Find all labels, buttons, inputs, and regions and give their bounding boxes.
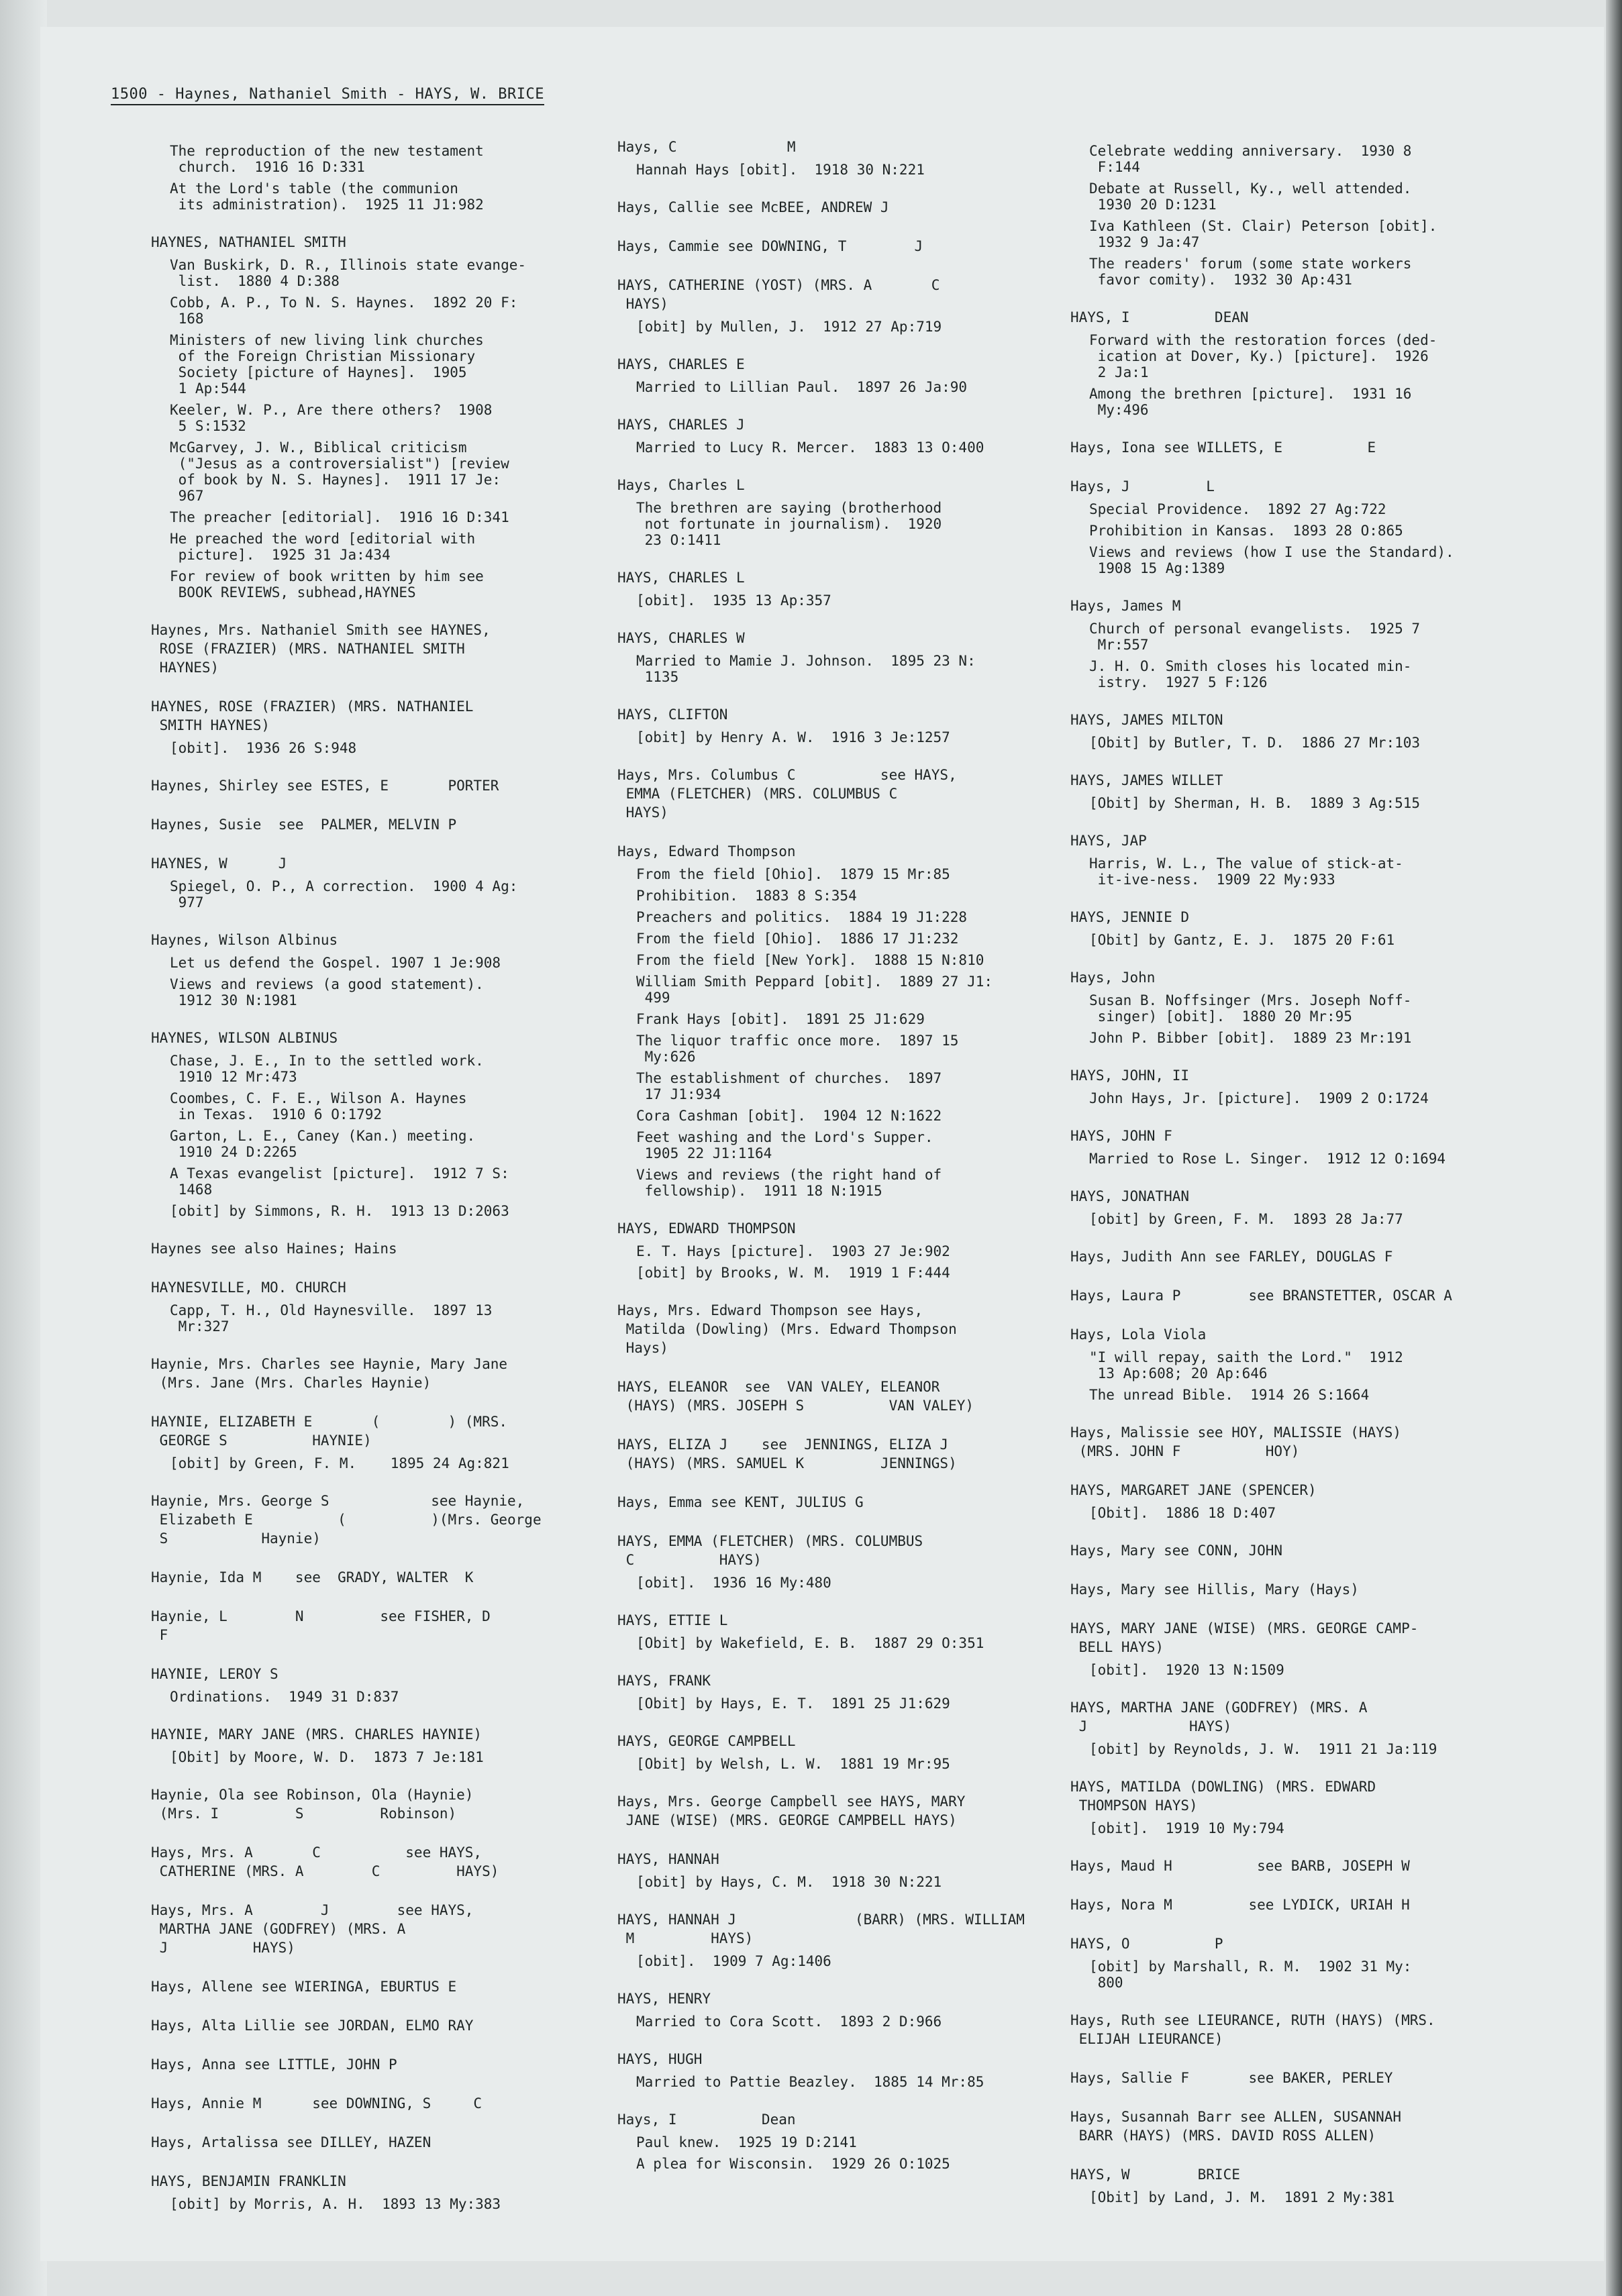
citation-line: [obit] by Mullen, J. 1912 27 Ap:719: [636, 319, 942, 335]
index-entry: [617, 138, 1074, 178]
entry-heading: Hays, Susannah Barr see ALLEN, SUSANNAH BARR (HAYS) (MRS. DAVID ROSS ALLEN): [1070, 2109, 1402, 2144]
entry-heading: Hays, Mrs. A J see HAYS, MARTHA JANE (GODFREY) (MRS. A J HAYS): [151, 1902, 474, 1956]
entry-heading: Hays, Mary see CONN, JOHN: [1070, 1543, 1283, 1559]
citation-line: [Obit] by Land, J. M. 1891 2 My:381: [1089, 2189, 1395, 2205]
entry-heading: HAYS, ETTIE L: [617, 1612, 728, 1628]
index-entry: [151, 1665, 587, 1705]
index-entry: [151, 697, 587, 756]
entry-heading: Hays, Lola Viola: [1070, 1326, 1207, 1343]
citation-line: [obit] by Green, F. M. 1895 24 Ag:821: [170, 1455, 509, 1471]
citation-line: The unread Bible. 1914 26 S:1664: [1089, 1387, 1370, 1403]
entry-heading: Hays, Malissie see HOY, MALISSIE (HAYS) (MRS. JOHN F HOY): [1070, 1424, 1402, 1459]
index-entry: [1070, 2011, 1560, 2048]
entry-heading: HAYS, HANNAH: [617, 1851, 719, 1867]
citation-line: Church of personal evangelists. 1925 7 Mr:557: [1089, 621, 1421, 653]
citation-line: [Obit] by Gantz, E. J. 1875 20 F:61: [1089, 932, 1395, 948]
entry-heading: HAYS, ELEANOR see VAN VALEY, ELEANOR (HAYS) (MRS. JOSEPH S VAN VALEY): [617, 1379, 974, 1414]
index-column-3: [1070, 138, 1560, 2226]
index-entry: [151, 1977, 587, 1996]
citation-line: Hannah Hays [obit]. 1918 30 N:221: [636, 162, 925, 178]
index-entry: [1070, 477, 1560, 576]
citation-line: [Obit] by Wakefield, E. B. 1887 29 O:351: [636, 1635, 984, 1651]
citation-line: Harris, W. L., The value of stick-at- it-ive-ness. 1909 22 My:933: [1089, 855, 1403, 888]
citation-line: [obit] by Reynolds, J. W. 1911 21 Ja:119: [1089, 1741, 1437, 1757]
entry-heading: HAYS, CHARLES L: [617, 570, 745, 586]
index-entry: [1070, 1580, 1560, 1599]
citation-line: The establishment of churches. 1897 17 J1:934: [636, 1070, 942, 1102]
entry-heading: Haynes, Shirley see ESTES, E PORTER: [151, 778, 499, 794]
entry-heading: Haynes see also Haines; Hains: [151, 1241, 397, 1257]
index-column-1: [151, 138, 587, 2232]
index-entry: [1070, 908, 1560, 948]
entry-heading: HAYNIE, ELIZABETH E ( ) (MRS. GEORGE S HAYNIE): [151, 1414, 508, 1449]
citation-line: A plea for Wisconsin. 1929 26 O:1025: [636, 2156, 950, 2172]
citation-line: [obit] by Henry A. W. 1916 3 Je:1257: [636, 729, 950, 745]
entry-heading: Hays, Sallie F see BAKER, PERLEY: [1070, 2070, 1393, 2086]
index-entry: [617, 705, 1074, 745]
entry-heading: Hays, Iona see WILLETS, E E: [1070, 439, 1376, 456]
index-column-2: [617, 138, 1074, 2192]
citation-line: [Obit] by Hays, E. T. 1891 25 J1:629: [636, 1695, 950, 1712]
entry-heading: Hays, Judith Ann see FARLEY, DOUGLAS F: [1070, 1249, 1393, 1265]
index-entry: [1070, 1127, 1560, 1167]
entry-heading: HAYS, JONATHAN: [1070, 1188, 1190, 1204]
citation-line: The liquor traffic once more. 1897 15 My:626: [636, 1033, 959, 1065]
index-entry: [617, 2050, 1074, 2090]
index-entry: [1070, 438, 1560, 457]
citation-line: [obit] by Simmons, R. H. 1913 13 D:2063: [170, 1203, 509, 1219]
index-entry: [151, 1901, 587, 1957]
citation-line: Chase, J. E., In to the settled work. 1910 12 Mr:473: [170, 1053, 484, 1085]
citation-line: From the field [Ohio]. 1879 15 Mr:85: [636, 866, 950, 882]
index-entry: [151, 233, 587, 601]
citation-line: Cora Cashman [obit]. 1904 12 N:1622: [636, 1108, 942, 1124]
citation-line: [obit]. 1909 7 Ag:1406: [636, 1953, 831, 1969]
citation-line: Married to Lillian Paul. 1897 26 Ja:90: [636, 379, 968, 395]
index-entry: [617, 476, 1074, 548]
index-entry: [151, 621, 587, 677]
index-entry: [1070, 143, 1560, 288]
entry-heading: HAYS, JOHN, II: [1070, 1067, 1190, 1084]
index-entry: [151, 1029, 587, 1219]
entry-heading: HAYS, JAP: [1070, 833, 1147, 849]
entry-heading: Haynes, Wilson Albinus: [151, 932, 338, 948]
citation-line: The brethren are saying (brotherhood not fortunate in journalism). 1920 23 O:1411: [636, 500, 942, 548]
index-entry: [617, 842, 1074, 1199]
entry-heading: Hays, J L: [1070, 478, 1215, 494]
citation-line: [obit]. 1936 16 My:480: [636, 1575, 831, 1591]
citation-line: Debate at Russell, Ky., well attended. 1930 20 D:1231: [1089, 180, 1412, 213]
citation-line: He preached the word [editorial with picture]. 1925 31 Ja:434: [170, 531, 476, 563]
index-entry: [151, 1568, 587, 1587]
citation-line: Prohibition. 1883 8 S:354: [636, 888, 857, 904]
entry-heading: Hays, Mary see Hillis, Mary (Hays): [1070, 1581, 1359, 1598]
citation-line: Paul knew. 1925 19 D:2141: [636, 2134, 857, 2150]
citation-line: From the field [New York]. 1888 15 N:810: [636, 952, 984, 968]
entry-heading: Hays, Maud H see BARB, JOSEPH W: [1070, 1858, 1410, 1874]
index-entry: [1070, 711, 1560, 751]
index-entry: [617, 276, 1074, 335]
entry-heading: HAYS, O P: [1070, 1936, 1223, 1952]
index-entry: [617, 1219, 1074, 1281]
citation-line: Among the brethren [picture]. 1931 16 My:496: [1089, 386, 1412, 418]
index-entry: [617, 1611, 1074, 1651]
index-entry: [1070, 1325, 1560, 1403]
citation-line: Ordinations. 1949 31 D:837: [170, 1689, 399, 1705]
index-entry: [1070, 2069, 1560, 2087]
entry-heading: Hays, Mrs. Columbus C see HAYS, EMMA (FLETCHER) (MRS. COLUMBUS C HAYS): [617, 767, 957, 821]
citation-line: Susan B. Noffsinger (Mrs. Joseph Noff- singer) [obit]. 1880 20 Mr:95: [1089, 992, 1412, 1025]
citation-line: Married to Rose L. Singer. 1912 12 O:1694: [1089, 1151, 1446, 1167]
index-entry: [1070, 1934, 1560, 1991]
index-entry: [617, 237, 1074, 256]
entry-heading: HAYS, GEORGE CAMPBELL: [617, 1733, 796, 1749]
entry-heading: HAYS, MARGARET JANE (SPENCER): [1070, 1482, 1317, 1498]
index-entry: [617, 1301, 1074, 1357]
index-entry: [617, 1377, 1074, 1415]
entry-heading: HAYNIE, LEROY S: [151, 1666, 278, 1682]
entry-heading: HAYS, JAMES WILLET: [1070, 772, 1223, 788]
citation-line: Spiegel, O. P., A correction. 1900 4 Ag: 977: [170, 878, 518, 910]
entry-heading: HAYS, HUGH: [617, 2051, 703, 2067]
citation-line: John P. Bibber [obit]. 1889 23 Mr:191: [1089, 1030, 1412, 1046]
citation-line: A Texas evangelist [picture]. 1912 7 S: 1468: [170, 1165, 509, 1198]
citation-line: [obit] by Marshall, R. M. 1902 31 My: 800: [1089, 1959, 1412, 1991]
index-entry: [151, 1412, 587, 1471]
entry-heading: Hays, I Dean: [617, 2111, 796, 2128]
index-entry: [617, 1671, 1074, 1712]
index-entry: [1070, 1619, 1560, 1678]
entry-heading: HAYS, JAMES MILTON: [1070, 712, 1223, 728]
index-entry: [151, 2016, 587, 2035]
index-entry: [1070, 771, 1560, 811]
citation-line: Prohibition in Kansas. 1893 28 O:865: [1089, 523, 1403, 539]
entry-heading: HAYS, CHARLES J: [617, 417, 745, 433]
entry-heading: Haynie, Mrs. George S see Haynie, Elizabeth E ( )(Mrs. George S Haynie): [151, 1493, 542, 1547]
entry-heading: Hays, Charles L: [617, 477, 745, 493]
entry-heading: HAYNES, WILSON ALBINUS: [151, 1030, 338, 1046]
index-entry: [151, 1843, 587, 1881]
index-entry: [1070, 1541, 1560, 1560]
index-entry: [617, 1850, 1074, 1890]
index-entry: [1070, 1423, 1560, 1461]
entry-heading: HAYNES, W J: [151, 855, 287, 872]
entry-heading: HAYS, BENJAMIN FRANKLIN: [151, 2173, 346, 2189]
index-entry: [617, 415, 1074, 456]
entry-heading: Hays, Emma see KENT, JULIUS G: [617, 1494, 864, 1510]
index-entry: [151, 143, 587, 213]
entry-heading: Hays, Artalissa see DILLEY, HAZEN: [151, 2134, 432, 2150]
index-entry: [1070, 831, 1560, 888]
citation-line: Garton, L. E., Caney (Kan.) meeting. 1910 24 D:2265: [170, 1128, 476, 1160]
citation-line: Let us defend the Gospel. 1907 1 Je:908: [170, 955, 501, 971]
index-entry: [151, 815, 587, 834]
entry-heading: Haynie, Ida M see GRADY, WALTER K: [151, 1569, 474, 1585]
index-entry: [1070, 968, 1560, 1046]
index-entry: [1070, 596, 1560, 690]
entry-heading: HAYS, MARTHA JANE (GODFREY) (MRS. A J HAYS): [1070, 1700, 1368, 1734]
entry-heading: HAYS, CLIFTON: [617, 707, 728, 723]
citation-line: Married to Pattie Beazley. 1885 14 Mr:85: [636, 2074, 984, 2090]
index-entry: [1070, 2165, 1560, 2205]
entry-heading: HAYS, JOHN F: [1070, 1128, 1172, 1144]
entry-heading: Hays, Nora M see LYDICK, URIAH H: [1070, 1897, 1410, 1913]
citation-line: Van Buskirk, D. R., Illinois state evange- list. 1880 4 D:388: [170, 257, 527, 289]
entry-heading: HAYS, MATILDA (DOWLING) (MRS. EDWARD THOMPSON HAYS): [1070, 1779, 1376, 1814]
index-entry: [151, 1785, 587, 1823]
citation-line: McGarvey, J. W., Biblical criticism ("Jesus as a controversialist") [review of book by N. S. Haynes]. 1911 17 Je: 967: [170, 439, 509, 504]
index-entry: [151, 2055, 587, 2074]
index-entry: [617, 1792, 1074, 1830]
entry-heading: HAYS, FRANK: [617, 1673, 711, 1689]
index-entry: [617, 1493, 1074, 1512]
entry-heading: Hays, Cammie see DOWNING, T J: [617, 238, 923, 254]
citation-line: Cobb, A. P., To N. S. Haynes. 1892 20 F: 168: [170, 295, 518, 327]
citation-line: [obit]. 1920 13 N:1509: [1089, 1662, 1284, 1678]
entry-heading: Hays, Laura P see BRANSTETTER, OSCAR A: [1070, 1288, 1452, 1304]
entry-heading: Hays, Mrs. Edward Thompson see Hays, Matilda (Dowling) (Mrs. Edward Thompson Hays): [617, 1302, 957, 1356]
entry-heading: Hays, Allene see WIERINGA, EBURTUS E: [151, 1979, 457, 1995]
entry-heading: HAYNES, ROSE (FRAZIER) (MRS. NATHANIEL SMITH HAYNES): [151, 698, 474, 733]
entry-heading: Hays, John: [1070, 970, 1156, 986]
citation-line: The preacher [editorial]. 1916 16 D:341: [170, 509, 509, 525]
citation-line: The reproduction of the new testament church. 1916 16 D:331: [170, 143, 484, 175]
entry-heading: HAYS, MARY JANE (WISE) (MRS. GEORGE CAMP- BELL HAYS): [1070, 1620, 1419, 1655]
page-header: 1500 - Haynes, Nathaniel Smith - HAYS, W. BRICE: [111, 86, 544, 105]
index-entry: [617, 1732, 1074, 1772]
citation-line: [obit] by Brooks, W. M. 1919 1 F:444: [636, 1265, 950, 1281]
citation-line: Views and reviews (how I use the Standard). 1908 15 Ag:1389: [1089, 544, 1454, 576]
citation-line: John Hays, Jr. [picture]. 1909 2 O:1724: [1089, 1090, 1429, 1106]
citation-line: Preachers and politics. 1884 19 J1:228: [636, 909, 968, 925]
index-entry: [151, 1492, 587, 1548]
citation-line: For review of book written by him see BOOK REVIEWS, subhead,HAYNES: [170, 568, 484, 601]
index-entry: [617, 198, 1074, 217]
citation-line: Views and reviews (the right hand of fellowship). 1911 18 N:1915: [636, 1167, 942, 1199]
citation-line: [obit]. 1936 26 S:948: [170, 740, 357, 756]
index-entry: [617, 766, 1074, 822]
index-entry: [151, 1725, 587, 1765]
index-entry: [151, 776, 587, 795]
citation-line: From the field [Ohio]. 1886 17 J1:232: [636, 931, 959, 947]
entry-heading: HAYNIE, MARY JANE (MRS. CHARLES HAYNIE): [151, 1726, 483, 1742]
entry-heading: Hays, Mrs. George Campbell see HAYS, MARY JANE (WISE) (MRS. GEORGE CAMPBELL HAYS): [617, 1793, 966, 1828]
citation-line: [obit] by Hays, C. M. 1918 30 N:221: [636, 1874, 942, 1890]
entry-heading: Hays, Ruth see LIEURANCE, RUTH (HAYS) (MRS. ELIJAH LIEURANCE): [1070, 2012, 1435, 2047]
index-entry: [151, 1278, 587, 1335]
entry-heading: HAYNES, NATHANIEL SMITH: [151, 234, 346, 250]
entry-heading: Haynie, Mrs. Charles see Haynie, Mary Jane (Mrs. Jane (Mrs. Charles Haynie): [151, 1356, 508, 1391]
citation-line: [obit]. 1919 10 My:794: [1089, 1820, 1284, 1836]
index-entry: [1070, 1247, 1560, 1266]
entry-heading: Hays, Edward Thompson: [617, 843, 796, 859]
entry-heading: HAYNESVILLE, MO. CHURCH: [151, 1280, 346, 1296]
citation-line: [Obit] by Sherman, H. B. 1889 3 Ag:515: [1089, 795, 1421, 811]
entry-heading: HAYS, CATHERINE (YOST) (MRS. A C HAYS): [617, 277, 940, 312]
entry-heading: Hays, Anna see LITTLE, JOHN P: [151, 2056, 397, 2073]
citation-line: The readers' forum (some state workers favor comity). 1932 30 Ap:431: [1089, 256, 1412, 288]
index-entry: [1070, 1481, 1560, 1521]
citation-line: Coombes, C. F. E., Wilson A. Haynes in Texas. 1910 6 O:1792: [170, 1090, 467, 1123]
citation-line: Frank Hays [obit]. 1891 25 J1:629: [636, 1011, 925, 1027]
page-edge-shadow-right: [1606, 0, 1622, 2296]
index-entry: [617, 1910, 1074, 1969]
citation-line: Celebrate wedding anniversary. 1930 8 F:144: [1089, 143, 1412, 175]
entry-heading: Hays, James M: [1070, 598, 1181, 614]
index-entry: [1070, 308, 1560, 418]
entry-heading: HAYS, EDWARD THOMPSON: [617, 1220, 796, 1237]
entry-heading: Hays, Annie M see DOWNING, S C: [151, 2095, 483, 2111]
citation-line: [obit] by Morris, A. H. 1893 13 My:383: [170, 2196, 501, 2212]
index-entry: [151, 1355, 587, 1392]
index-entry: [617, 1532, 1074, 1591]
index-entry: [151, 2094, 587, 2113]
index-entry: [1070, 1187, 1560, 1227]
index-entry: [617, 1435, 1074, 1473]
index-entry: [151, 2172, 587, 2212]
entry-heading: Hays, Callie see McBEE, ANDREW J: [617, 199, 889, 215]
citation-line: E. T. Hays [picture]. 1903 27 Je:902: [636, 1243, 950, 1259]
citation-line: [Obit] by Welsh, L. W. 1881 19 Mr:95: [636, 1756, 950, 1772]
citation-line: Feet washing and the Lord's Supper. 1905 22 J1:1164: [636, 1129, 933, 1161]
entry-heading: HAYS, CHARLES E: [617, 356, 745, 372]
citation-line: At the Lord's table (the communion its administration). 1925 11 J1:982: [170, 180, 484, 213]
index-entry: [1070, 2107, 1560, 2145]
index-entry: [617, 355, 1074, 395]
citation-line: Capp, T. H., Old Haynesville. 1897 13 Mr:327: [170, 1302, 493, 1335]
index-entry: [1070, 1777, 1560, 1836]
entry-heading: HAYS, HANNAH J (BARR) (MRS. WILLIAM M HAYS): [617, 1912, 1025, 1946]
citation-line: Married to Cora Scott. 1893 2 D:966: [636, 2014, 942, 2030]
index-entry: [1070, 1857, 1560, 1875]
index-entry: [1070, 1066, 1560, 1106]
entry-heading: HAYS, W BRICE: [1070, 2167, 1240, 2183]
entry-heading: HAYS, I DEAN: [1070, 309, 1249, 325]
entry-heading: HAYS, ELIZA J see JENNINGS, ELIZA J (HAYS) (MRS. SAMUEL K JENNINGS): [617, 1437, 957, 1471]
index-entry: [1070, 1895, 1560, 1914]
index-entry: [151, 854, 587, 910]
entry-heading: Haynie, Ola see Robinson, Ola (Haynie) (Mrs. I S Robinson): [151, 1787, 474, 1822]
citation-line: Iva Kathleen (St. Clair) Peterson [obit]. 1932 9 Ja:47: [1089, 218, 1437, 250]
citation-line: [Obit] by Butler, T. D. 1886 27 Mr:103: [1089, 735, 1421, 751]
entry-heading: Hays, Mrs. A C see HAYS, CATHERINE (MRS. A C HAYS): [151, 1844, 499, 1879]
index-entry: [151, 1607, 587, 1645]
citation-line: Special Providence. 1892 27 Ag:722: [1089, 501, 1386, 517]
entry-heading: HAYS, CHARLES W: [617, 630, 745, 646]
citation-line: "I will repay, saith the Lord." 1912 13 Ap:608; 20 Ap:646: [1089, 1349, 1403, 1381]
citation-line: [Obit]. 1886 18 D:407: [1089, 1505, 1276, 1521]
index-entry: [617, 568, 1074, 609]
citation-line: [Obit] by Moore, W. D. 1873 7 Je:181: [170, 1749, 484, 1765]
index-entry: [617, 1989, 1074, 2030]
citation-line: [obit] by Green, F. M. 1893 28 Ja:77: [1089, 1211, 1403, 1227]
entry-heading: Hays, Alta Lillie see JORDAN, ELMO RAY: [151, 2018, 474, 2034]
entry-heading: Haynie, L N see FISHER, D F: [151, 1608, 491, 1643]
index-entry: [1070, 1286, 1560, 1305]
citation-line: William Smith Peppard [obit]. 1889 27 J1: 499: [636, 974, 993, 1006]
citation-line: J. H. O. Smith closes his located min- istry. 1927 5 F:126: [1089, 658, 1412, 690]
entry-heading: Haynes, Mrs. Nathaniel Smith see HAYNES, ROSE (FRAZIER) (MRS. NATHANIEL SMITH HAYNES): [151, 622, 491, 676]
index-entry: [151, 1239, 587, 1258]
citation-line: Forward with the restoration forces (ded- ication at Dover, Ky.) [picture]. 1926 2 Ja:1: [1089, 332, 1437, 380]
citation-line: Married to Lucy R. Mercer. 1883 13 O:400: [636, 439, 984, 456]
entry-heading: HAYS, HENRY: [617, 1991, 711, 2007]
index-entry: [617, 2110, 1074, 2172]
entry-heading: Hays, C M: [617, 139, 796, 155]
citation-line: Views and reviews (a good statement). 1912 30 N:1981: [170, 976, 484, 1008]
citation-line: [obit]. 1935 13 Ap:357: [636, 592, 831, 609]
citation-line: Keeler, W. P., Are there others? 1908 5 S:1532: [170, 402, 493, 434]
citation-line: Ministers of new living link churches of the Foreign Christian Missionary Society [picture of Haynes]. 1905 1 Ap:544: [170, 332, 484, 397]
entry-heading: HAYS, JENNIE D: [1070, 909, 1190, 925]
entry-heading: HAYS, EMMA (FLETCHER) (MRS. COLUMBUS C HAYS): [617, 1533, 923, 1568]
index-entry: [617, 629, 1074, 685]
index-entry: [151, 931, 587, 1008]
index-entry: [1070, 1698, 1560, 1757]
citation-line: Married to Mamie J. Johnson. 1895 23 N: 1135: [636, 653, 976, 685]
entry-heading: Haynes, Susie see PALMER, MELVIN P: [151, 817, 457, 833]
index-entry: [151, 2133, 587, 2152]
